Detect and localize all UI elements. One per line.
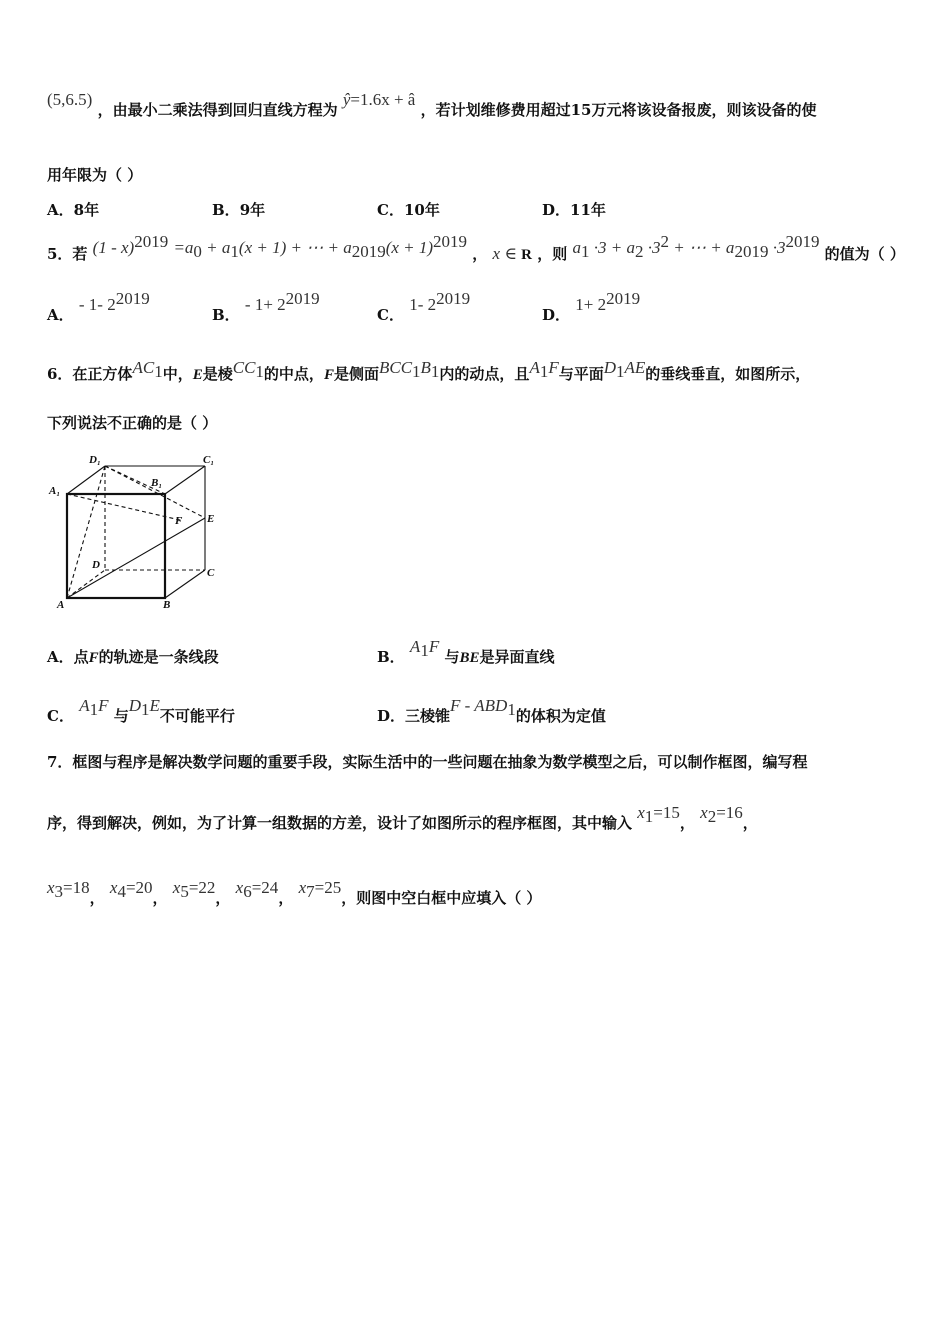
line-a1-f bbox=[67, 494, 180, 520]
line-d1-e bbox=[105, 466, 205, 518]
q4-line-2: 用年限为（ ） bbox=[47, 166, 143, 184]
edge-a1-d1 bbox=[67, 466, 105, 494]
label-d1: D₁ bbox=[89, 454, 101, 466]
q4-point: (5,6.5) bbox=[47, 90, 93, 109]
q6-stem-line-2: 下列说法不正确的是（ ） bbox=[47, 414, 218, 432]
label-a1: A₁ bbox=[49, 485, 61, 497]
label-e: E bbox=[207, 513, 215, 525]
edge-c-b bbox=[165, 570, 205, 598]
q4-option-b[interactable]: B．9年 bbox=[212, 201, 266, 219]
label-c: C bbox=[207, 567, 215, 579]
q7-stem-line-3: $x_3=18$， $x_4=20$， $x_5=22$， $x_6=24$， $x_7=25$，则图中空白框中应填入（ ） bbox=[47, 878, 542, 907]
q5-stem: 5．若 $(1 - x)^{2019} =a_0 + a_1(x + 1)$ + ⋯ + $a_{2019}(x + 1)^{2019}$ ， x ∈ R ，则 $a_1 \cdot 3 + a_2 \cdot 3^2$ + ⋯ + $a_{2019} \cdot 3^{2019}$ 的值为（ ） bbox=[47, 232, 905, 263]
q6-option-b[interactable]: B． $A_1F$ 与BE是异面直线 bbox=[377, 637, 555, 666]
q4-line-1 bbox=[47, 90, 817, 120]
label-a: A bbox=[57, 599, 65, 611]
q5-option-b[interactable]: B． - $1+ 2^{2019}$ bbox=[212, 289, 320, 324]
q5-option-a[interactable]: A． - 1- $2^{2019}$ bbox=[47, 289, 150, 324]
q7-stem-line-2: 序，得到解决，例如，为了计算一组数据的方差，设计了如图所示的程序框图，其中输入 $x_1=15$， $x_2=16$， bbox=[47, 803, 758, 832]
cube-figure bbox=[45, 448, 225, 613]
q4-regression-eq: ŷ=1.6x + â bbox=[342, 90, 416, 109]
front-face bbox=[67, 494, 165, 598]
line-a-e bbox=[67, 518, 205, 598]
edge-b1-c1 bbox=[165, 466, 205, 494]
q6-option-a[interactable]: A．点F的轨迹是一条线段 bbox=[47, 648, 219, 666]
q6-option-d[interactable]: D．三棱锥F - $ABD_1$的体积为定值 bbox=[377, 696, 606, 725]
q4-text-2: ，若计划维修费用超过15万元将该设备报废，则该设备的使 bbox=[420, 101, 817, 119]
edge-a-d bbox=[67, 570, 105, 598]
q6-stem-line-1: 6．在正方体$AC_1$中，E是棱$CC_1$的中点，F是侧面$BCC_1B_1$内的动点，且$A_1F$与平面$D_1AE$的垂线垂直，如图所示， bbox=[47, 358, 811, 383]
q7-stem-line-1: 7．框图与程序是解决数学问题的重要手段，实际生活中的一些问题在抽象为数学模型之后，可以制作框图，编写程 bbox=[47, 753, 808, 771]
q5-option-c[interactable]: C． 1- $2^{2019}$ bbox=[377, 289, 471, 324]
q5-number: 5．若 bbox=[47, 245, 88, 263]
label-b1: B₁ bbox=[151, 477, 163, 489]
q5-sum-expression: $a_1 \cdot 3 + a_2 \cdot 3^2$ + ⋯ + $a_{2019} \cdot 3^{2019}$ bbox=[572, 232, 820, 261]
q5-expansion: $(1 - x)^{2019} =a_0 + a_1(x + 1)$ + ⋯ + $a_{2019}(x + 1)^{2019}$ bbox=[92, 232, 468, 261]
line-a-d1 bbox=[67, 466, 105, 598]
label-f: F bbox=[175, 515, 183, 527]
q4-option-c[interactable]: C．10年 bbox=[377, 201, 440, 219]
q4-text-1: ，由最小二乘法得到回归直线方程为 bbox=[97, 101, 338, 119]
q4-option-d[interactable]: D．11年 bbox=[542, 201, 606, 219]
label-d: D bbox=[92, 559, 100, 571]
q4-option-a[interactable]: A．8年 bbox=[47, 201, 100, 219]
q6-option-c[interactable]: C． $A_1F$ 与$D_1E$不可能平行 bbox=[47, 696, 235, 725]
label-c1: C₁ bbox=[203, 454, 215, 466]
q5-option-d[interactable]: D． $1+ 2^{2019}$ bbox=[542, 289, 641, 324]
label-b: B bbox=[163, 599, 171, 611]
